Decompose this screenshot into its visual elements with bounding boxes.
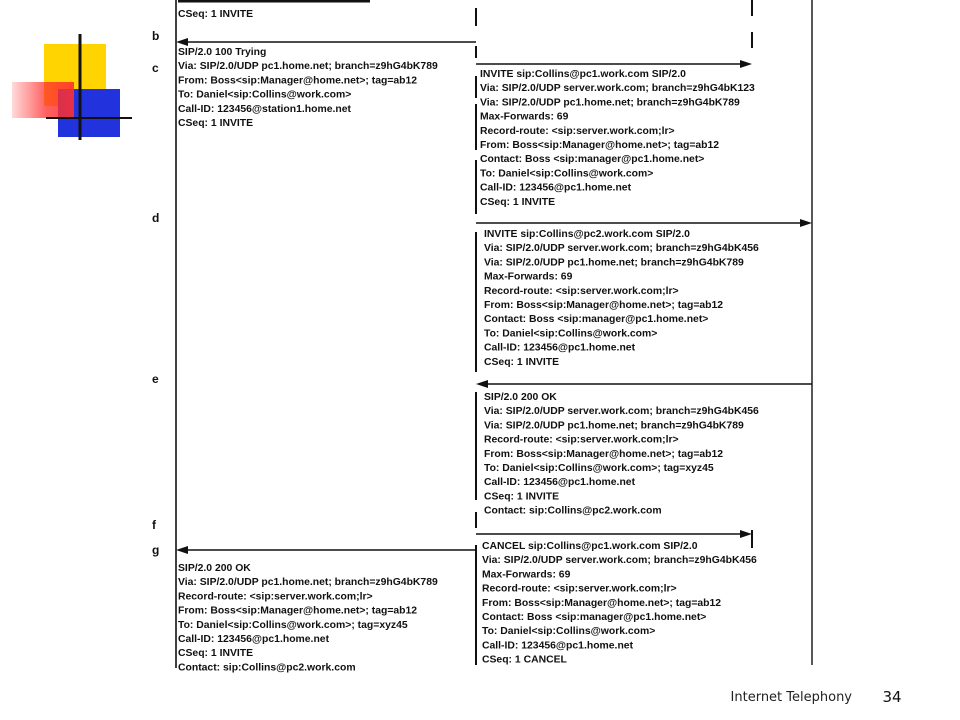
- message-line: Call-ID: 123456@pc1.home.net: [480, 182, 632, 194]
- message-line: Via: SIP/2.0/UDP pc1.home.net; branch=z9hG4bK789: [178, 577, 438, 589]
- step-label: b: [152, 29, 160, 43]
- step-label: d: [152, 211, 160, 225]
- message-line: Max-Forwards: 69: [482, 569, 571, 581]
- step-label: f: [152, 518, 156, 532]
- message-line: Via: SIP/2.0/UDP server.work.com; branch=z9hG4bK123: [480, 83, 755, 95]
- message-line: Contact: Boss <sip:manager@pc1.home.net>: [480, 154, 705, 166]
- message-line: Contact: sip:Collins@pc2.work.com: [484, 505, 662, 517]
- message-line: SIP/2.0 100 Trying: [178, 47, 267, 58]
- message-line: Call-ID: 123456@pc1.home.net: [178, 634, 330, 645]
- message-line: Contact: sip:Collins@pc2.work.com: [178, 662, 356, 674]
- step-label: e: [152, 372, 159, 386]
- message-arrowhead: [476, 380, 488, 388]
- message-line: Via: SIP/2.0/UDP pc1.home.net; branch=z9hG4bK789: [484, 420, 744, 432]
- message-line: To: Daniel<sip:Collins@work.com>: [482, 626, 656, 638]
- message-line: CSeq: 1 INVITE: [484, 491, 560, 503]
- message-line: SIP/2.0 200 OK: [178, 563, 251, 574]
- message-line: Record-route: <sip:server.work.com;lr>: [482, 583, 677, 595]
- message-line: From: Boss<sip:Manager@home.net>; tag=ab12: [178, 75, 418, 87]
- message-arrowhead: [176, 546, 188, 554]
- message-line: Via: SIP/2.0/UDP pc1.home.net; branch=z9hG4bK789: [178, 61, 438, 73]
- message-line: Record-route: <sip:server.work.com;lr>: [484, 434, 679, 446]
- message-line: Via: SIP/2.0/UDP server.work.com; branch=z9hG4bK456: [484, 243, 759, 255]
- message-line: Call-ID: 123456@pc1.home.net: [482, 640, 634, 652]
- message-line: From: Boss<sip:Manager@home.net>; tag=ab12: [178, 605, 418, 617]
- message-line: Call-ID: 123456@station1.home.net: [178, 103, 351, 115]
- message-line: Via: SIP/2.0/UDP server.work.com; branch=z9hG4bK456: [482, 555, 757, 567]
- message-arrowhead: [740, 60, 752, 68]
- message-texts: [178, 1, 759, 673]
- message-line: Contact: Boss <sip:manager@pc1.home.net>: [482, 612, 707, 623]
- step-label: c: [152, 61, 159, 75]
- message-line: INVITE sip:Collins@pc1.work.com SIP/2.0: [480, 69, 686, 80]
- message-line: To: Daniel<sip:Collins@work.com>; tag=xyz45: [178, 619, 408, 631]
- top-fragment-line: CSeq: 1 INVITE: [178, 9, 254, 20]
- message-line: CSeq: 1 CANCEL: [482, 654, 567, 666]
- page-number: 34: [882, 688, 902, 706]
- message-line: CANCEL sip:Collins@pc1.work.com SIP/2.0: [482, 541, 698, 552]
- message-line: CSeq: 1 INVITE: [178, 648, 254, 660]
- message-line: Via: SIP/2.0/UDP server.work.com; branch=z9hG4bK456: [484, 406, 759, 418]
- message-arrowhead: [176, 38, 188, 46]
- step-label: g: [152, 543, 160, 557]
- message-line: Record-route: <sip:server.work.com;lr>: [178, 591, 373, 603]
- message-line: From: Boss<sip:Manager@home.net>; tag=ab12: [484, 300, 724, 311]
- message-line: To: Daniel<sip:Collins@work.com>: [480, 168, 654, 180]
- message-arrowhead: [800, 219, 812, 227]
- message-line: To: Daniel<sip:Collins@work.com>: [484, 328, 658, 340]
- message-line: Max-Forwards: 69: [480, 111, 569, 123]
- message-line: From: Boss<sip:Manager@home.net>; tag=ab12: [480, 140, 720, 151]
- message-arrowhead: [740, 530, 752, 538]
- message-line: SIP/2.0 200 OK: [484, 392, 557, 403]
- message-line: To: Daniel<sip:Collins@work.com>: [178, 89, 352, 101]
- message-line: Contact: Boss <sip:manager@pc1.home.net>: [484, 314, 709, 326]
- message-line: CSeq: 1 INVITE: [480, 196, 556, 208]
- footer-title: Internet Telephony: [730, 690, 852, 705]
- message-line: Call-ID: 123456@pc1.home.net: [484, 477, 636, 489]
- message-line: Via: SIP/2.0/UDP pc1.home.net; branch=z9hG4bK789: [480, 97, 740, 109]
- message-line: From: Boss<sip:Manager@home.net>; tag=ab12: [484, 448, 724, 460]
- message-line: CSeq: 1 INVITE: [484, 356, 560, 368]
- step-labels: [152, 29, 159, 557]
- message-line: Record-route: <sip:server.work.com;lr>: [480, 125, 675, 137]
- message-line: INVITE sip:Collins@pc2.work.com SIP/2.0: [484, 229, 690, 240]
- message-line: To: Daniel<sip:Collins@work.com>; tag=xyz45: [484, 463, 714, 474]
- message-line: CSeq: 1 INVITE: [178, 118, 254, 129]
- message-line: From: Boss<sip:Manager@home.net>; tag=ab12: [482, 597, 722, 609]
- message-line: Call-ID: 123456@pc1.home.net: [484, 342, 636, 354]
- message-line: Max-Forwards: 69: [484, 271, 573, 283]
- message-line: Record-route: <sip:server.work.com;lr>: [484, 285, 679, 297]
- message-line: Via: SIP/2.0/UDP pc1.home.net; branch=z9hG4bK789: [484, 257, 744, 269]
